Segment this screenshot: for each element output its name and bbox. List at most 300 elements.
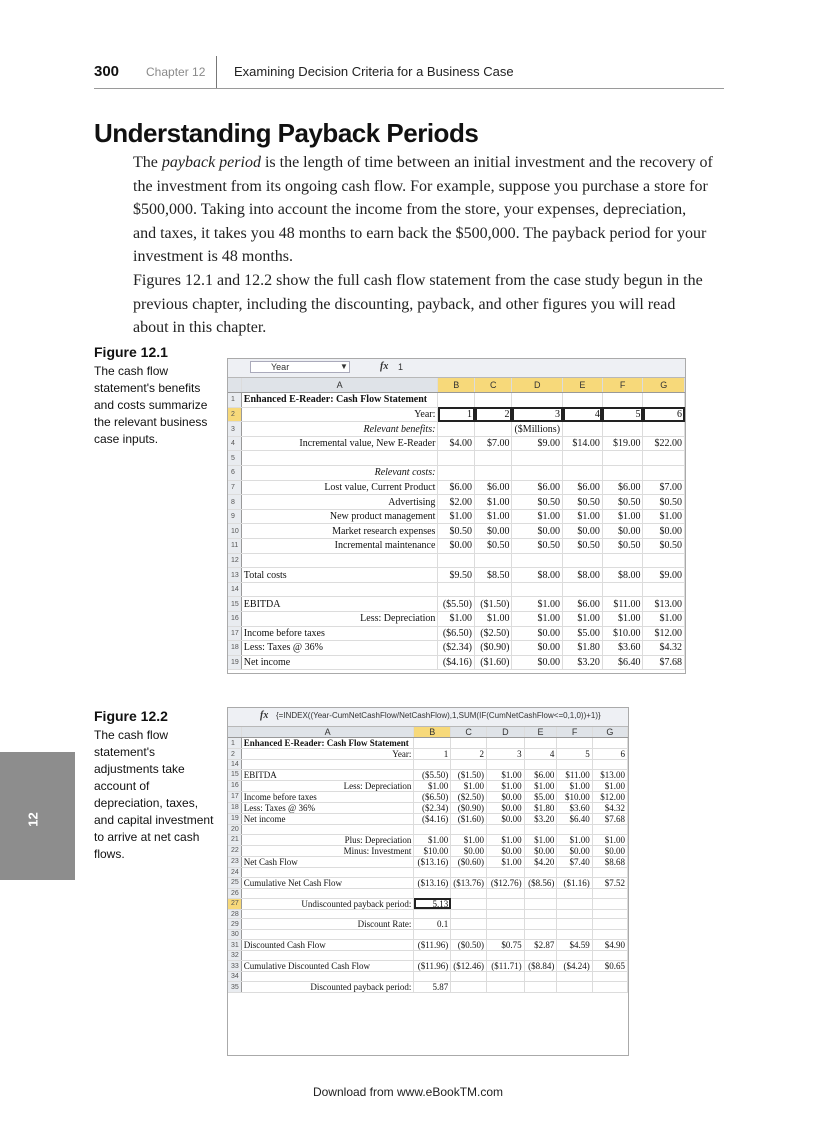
row-header[interactable]: 19	[228, 655, 241, 670]
cell-e17[interactable]: $5.00	[563, 626, 603, 641]
cell-f19[interactable]: $6.40	[557, 813, 592, 824]
cell-e1[interactable]	[524, 738, 557, 749]
cell-e32[interactable]	[524, 951, 557, 961]
cell-c8[interactable]: $1.00	[475, 495, 512, 510]
cell-f12[interactable]	[602, 553, 643, 568]
column-header-c[interactable]: C	[451, 727, 487, 738]
cell-d13[interactable]: $8.00	[512, 568, 563, 583]
cell-e20[interactable]	[524, 824, 557, 834]
cell-f2[interactable]: 5	[557, 749, 592, 760]
cell-f28[interactable]	[557, 909, 592, 919]
cell-b18[interactable]: ($2.34)	[438, 641, 475, 656]
cell-d14[interactable]	[512, 582, 563, 597]
row-header[interactable]: 29	[228, 919, 241, 930]
row-header[interactable]: 7	[228, 480, 241, 495]
row-header[interactable]: 17	[228, 791, 241, 802]
cell-f15[interactable]: $11.00	[557, 769, 592, 780]
column-header-d[interactable]: D	[486, 727, 524, 738]
cell-a28[interactable]	[241, 909, 414, 919]
row-header[interactable]: 17	[228, 626, 241, 641]
cell-b14[interactable]	[438, 582, 475, 597]
cell-c5[interactable]	[475, 451, 512, 466]
cell-g26[interactable]	[592, 888, 627, 898]
cell-e5[interactable]	[563, 451, 603, 466]
cell-c34[interactable]	[451, 972, 487, 982]
cell-f35[interactable]	[557, 982, 592, 993]
cell-d18[interactable]: $0.00	[486, 802, 524, 813]
cell-f25[interactable]: ($1.16)	[557, 877, 592, 888]
cell-c13[interactable]: $8.50	[475, 568, 512, 583]
cell-c27[interactable]	[451, 898, 487, 909]
row-header[interactable]: 20	[228, 824, 241, 834]
cell-c23[interactable]: ($0.60)	[451, 856, 487, 867]
cell-b30[interactable]	[414, 930, 451, 940]
cell-f2[interactable]: 5	[602, 407, 643, 422]
cell-b13[interactable]: $9.50	[438, 568, 475, 583]
cell-b4[interactable]: $4.00	[438, 436, 475, 451]
cell-b11[interactable]: $0.00	[438, 539, 475, 554]
cell-g33[interactable]: $0.65	[592, 961, 627, 972]
cell-a34[interactable]	[241, 972, 414, 982]
cell-a19[interactable]: Net income	[241, 813, 414, 824]
cell-g2[interactable]: 6	[592, 749, 627, 760]
formula-input[interactable]: {=INDEX((Year-CumNetCashFlow/NetCashFlow),1,SUM(IF(CumNetCashFlow<=0,1,0))+1)}	[276, 711, 601, 720]
cell-d6[interactable]	[512, 466, 563, 481]
select-all-corner[interactable]	[228, 378, 241, 393]
select-all-corner[interactable]	[228, 727, 241, 738]
cell-b31[interactable]: ($11.96)	[414, 940, 451, 951]
cell-f1[interactable]	[602, 393, 643, 408]
cell-a16[interactable]: Less: Depreciation	[241, 612, 438, 627]
row-header[interactable]: 27	[228, 898, 241, 909]
cell-e9[interactable]: $1.00	[563, 509, 603, 524]
cell-e13[interactable]: $8.00	[563, 568, 603, 583]
cell-g6[interactable]	[643, 466, 685, 481]
cell-a10[interactable]: Market research expenses	[241, 524, 438, 539]
cell-b6[interactable]	[438, 466, 475, 481]
cell-c32[interactable]	[451, 951, 487, 961]
cell-g16[interactable]: $1.00	[643, 612, 685, 627]
cell-a26[interactable]	[241, 888, 414, 898]
cell-f31[interactable]: $4.59	[557, 940, 592, 951]
cell-b5[interactable]	[438, 451, 475, 466]
cell-c2[interactable]: 2	[475, 407, 512, 422]
row-header[interactable]: 5	[228, 451, 241, 466]
cell-c2[interactable]: 2	[451, 749, 487, 760]
cell-c22[interactable]: $0.00	[451, 845, 487, 856]
row-header[interactable]: 1	[228, 738, 241, 749]
cell-b16[interactable]: $1.00	[438, 612, 475, 627]
cell-d35[interactable]	[486, 982, 524, 993]
cell-d16[interactable]: $1.00	[512, 612, 563, 627]
cell-e22[interactable]: $0.00	[524, 845, 557, 856]
cell-d17[interactable]: $0.00	[486, 791, 524, 802]
cell-g2[interactable]: 6	[643, 407, 685, 422]
cell-c18[interactable]: ($0.90)	[451, 802, 487, 813]
cell-e30[interactable]	[524, 930, 557, 940]
cell-d1[interactable]	[486, 738, 524, 749]
row-header[interactable]: 16	[228, 780, 241, 791]
cell-b10[interactable]: $0.50	[438, 524, 475, 539]
row-header[interactable]: 2	[228, 407, 241, 422]
cell-e16[interactable]: $1.00	[524, 780, 557, 791]
cell-c19[interactable]: ($1.60)	[475, 655, 512, 670]
cell-b21[interactable]: $1.00	[414, 834, 451, 845]
cell-a22[interactable]: Minus: Investment	[241, 845, 414, 856]
cell-c4[interactable]: $7.00	[475, 436, 512, 451]
cell-d19[interactable]: $0.00	[486, 813, 524, 824]
cell-c9[interactable]: $1.00	[475, 509, 512, 524]
cell-b8[interactable]: $2.00	[438, 495, 475, 510]
cell-g1[interactable]	[643, 393, 685, 408]
cell-g14[interactable]	[643, 582, 685, 597]
row-header[interactable]: 15	[228, 769, 241, 780]
cell-g9[interactable]: $1.00	[643, 509, 685, 524]
cell-a20[interactable]	[241, 824, 414, 834]
dropdown-arrow-icon[interactable]: ▼	[340, 362, 348, 371]
cell-a19[interactable]: Net income	[241, 655, 438, 670]
cell-c1[interactable]	[451, 738, 487, 749]
cell-g24[interactable]	[592, 867, 627, 877]
cell-a29[interactable]: Discount Rate:	[241, 919, 414, 930]
cell-a8[interactable]: Advertising	[241, 495, 438, 510]
cell-g20[interactable]	[592, 824, 627, 834]
cell-g11[interactable]: $0.50	[643, 539, 685, 554]
row-header[interactable]: 24	[228, 867, 241, 877]
cell-b22[interactable]: $10.00	[414, 845, 451, 856]
cell-d33[interactable]: ($11.71)	[486, 961, 524, 972]
cell-a6[interactable]: Relevant costs:	[241, 466, 438, 481]
cell-b7[interactable]: $6.00	[438, 480, 475, 495]
row-header[interactable]: 8	[228, 495, 241, 510]
column-header-b[interactable]: B	[414, 727, 451, 738]
cell-f7[interactable]: $6.00	[602, 480, 643, 495]
cell-e1[interactable]	[563, 393, 603, 408]
row-header[interactable]: 14	[228, 582, 241, 597]
cell-c29[interactable]	[451, 919, 487, 930]
cell-e6[interactable]	[563, 466, 603, 481]
cell-e25[interactable]: ($8.56)	[524, 877, 557, 888]
row-header[interactable]: 22	[228, 845, 241, 856]
cell-f18[interactable]: $3.60	[602, 641, 643, 656]
cell-d3[interactable]: ($Millions)	[512, 422, 563, 437]
cell-g5[interactable]	[643, 451, 685, 466]
cell-c31[interactable]: ($0.50)	[451, 940, 487, 951]
cell-c10[interactable]: $0.00	[475, 524, 512, 539]
cell-e21[interactable]: $1.00	[524, 834, 557, 845]
cell-c12[interactable]	[475, 553, 512, 568]
cell-d8[interactable]: $0.50	[512, 495, 563, 510]
column-header-e[interactable]: E	[524, 727, 557, 738]
cell-f20[interactable]	[557, 824, 592, 834]
cell-c17[interactable]: ($2.50)	[451, 791, 487, 802]
cell-b19[interactable]: ($4.16)	[438, 655, 475, 670]
cell-a15[interactable]: EBITDA	[241, 769, 414, 780]
cell-b29[interactable]: 0.1	[414, 919, 451, 930]
cell-g8[interactable]: $0.50	[643, 495, 685, 510]
cell-g15[interactable]: $13.00	[592, 769, 627, 780]
row-header[interactable]: 33	[228, 961, 241, 972]
cell-a1[interactable]: Enhanced E-Reader: Cash Flow Statement	[241, 738, 414, 749]
cell-e2[interactable]: 4	[524, 749, 557, 760]
cell-e19[interactable]: $3.20	[524, 813, 557, 824]
cell-d31[interactable]: $0.75	[486, 940, 524, 951]
cell-g32[interactable]	[592, 951, 627, 961]
cell-g4[interactable]: $22.00	[643, 436, 685, 451]
cell-f18[interactable]: $3.60	[557, 802, 592, 813]
cell-g17[interactable]: $12.00	[592, 791, 627, 802]
cell-g18[interactable]: $4.32	[592, 802, 627, 813]
cell-a21[interactable]: Plus: Depreciation	[241, 834, 414, 845]
cell-g23[interactable]: $8.68	[592, 856, 627, 867]
cell-g12[interactable]	[643, 553, 685, 568]
cell-g22[interactable]: $0.00	[592, 845, 627, 856]
cell-c1[interactable]	[475, 393, 512, 408]
cell-g25[interactable]: $7.52	[592, 877, 627, 888]
cell-b9[interactable]: $1.00	[438, 509, 475, 524]
row-header[interactable]: 6	[228, 466, 241, 481]
cell-f3[interactable]	[602, 422, 643, 437]
cell-d16[interactable]: $1.00	[486, 780, 524, 791]
cell-c15[interactable]: ($1.50)	[475, 597, 512, 612]
row-header[interactable]: 23	[228, 856, 241, 867]
row-header[interactable]: 1	[228, 393, 241, 408]
cell-d22[interactable]: $0.00	[486, 845, 524, 856]
cell-f10[interactable]: $0.00	[602, 524, 643, 539]
cell-c11[interactable]: $0.50	[475, 539, 512, 554]
cell-c25[interactable]: ($13.76)	[451, 877, 487, 888]
cell-g35[interactable]	[592, 982, 627, 993]
row-header[interactable]: 16	[228, 612, 241, 627]
row-header[interactable]: 11	[228, 539, 241, 554]
cell-a3[interactable]: Relevant benefits:	[241, 422, 438, 437]
cell-f19[interactable]: $6.40	[602, 655, 643, 670]
cell-e14[interactable]	[524, 760, 557, 770]
cell-d29[interactable]	[486, 919, 524, 930]
cell-e27[interactable]	[524, 898, 557, 909]
cell-c33[interactable]: ($12.46)	[451, 961, 487, 972]
cell-c6[interactable]	[475, 466, 512, 481]
cell-c21[interactable]: $1.00	[451, 834, 487, 845]
cell-c15[interactable]: ($1.50)	[451, 769, 487, 780]
cell-a32[interactable]	[241, 951, 414, 961]
cell-a25[interactable]: Cumulative Net Cash Flow	[241, 877, 414, 888]
cell-d1[interactable]	[512, 393, 563, 408]
cell-g29[interactable]	[592, 919, 627, 930]
cell-f17[interactable]: $10.00	[602, 626, 643, 641]
cell-d20[interactable]	[486, 824, 524, 834]
cell-a18[interactable]: Less: Taxes @ 36%	[241, 641, 438, 656]
cell-c19[interactable]: ($1.60)	[451, 813, 487, 824]
cell-a12[interactable]	[241, 553, 438, 568]
cell-b1[interactable]	[414, 738, 451, 749]
cell-f14[interactable]	[602, 582, 643, 597]
cell-f16[interactable]: $1.00	[557, 780, 592, 791]
cell-a15[interactable]: EBITDA	[241, 597, 438, 612]
cell-g30[interactable]	[592, 930, 627, 940]
cell-f22[interactable]: $0.00	[557, 845, 592, 856]
column-header-f[interactable]: F	[602, 378, 643, 393]
cell-e31[interactable]: $2.87	[524, 940, 557, 951]
cell-c14[interactable]	[451, 760, 487, 770]
cell-e33[interactable]: ($8.84)	[524, 961, 557, 972]
cell-g17[interactable]: $12.00	[643, 626, 685, 641]
cell-a11[interactable]: Incremental maintenance	[241, 539, 438, 554]
cell-a2[interactable]: Year:	[241, 749, 414, 760]
row-header[interactable]: 28	[228, 909, 241, 919]
cell-b26[interactable]	[414, 888, 451, 898]
cell-a13[interactable]: Total costs	[241, 568, 438, 583]
cell-f5[interactable]	[602, 451, 643, 466]
column-header-g[interactable]: G	[592, 727, 627, 738]
cell-d11[interactable]: $0.50	[512, 539, 563, 554]
cell-d15[interactable]: $1.00	[486, 769, 524, 780]
row-header[interactable]: 35	[228, 982, 241, 993]
cell-d2[interactable]: 3	[486, 749, 524, 760]
cell-b19[interactable]: ($4.16)	[414, 813, 451, 824]
cell-c20[interactable]	[451, 824, 487, 834]
row-header[interactable]: 30	[228, 930, 241, 940]
cell-g14[interactable]	[592, 760, 627, 770]
cell-d12[interactable]	[512, 553, 563, 568]
cell-c28[interactable]	[451, 909, 487, 919]
cell-e10[interactable]: $0.00	[563, 524, 603, 539]
cell-f15[interactable]: $11.00	[602, 597, 643, 612]
row-header[interactable]: 4	[228, 436, 241, 451]
cell-e3[interactable]	[563, 422, 603, 437]
cell-f23[interactable]: $7.40	[557, 856, 592, 867]
cell-c16[interactable]: $1.00	[475, 612, 512, 627]
cell-c16[interactable]: $1.00	[451, 780, 487, 791]
cell-b1[interactable]	[438, 393, 475, 408]
cell-a35[interactable]: Discounted payback period:	[241, 982, 414, 993]
cell-b17[interactable]: ($6.50)	[414, 791, 451, 802]
cell-d34[interactable]	[486, 972, 524, 982]
cell-d24[interactable]	[486, 867, 524, 877]
row-header[interactable]: 18	[228, 641, 241, 656]
row-header[interactable]: 32	[228, 951, 241, 961]
cell-b17[interactable]: ($6.50)	[438, 626, 475, 641]
cell-a24[interactable]	[241, 867, 414, 877]
row-header[interactable]: 31	[228, 940, 241, 951]
cell-b18[interactable]: ($2.34)	[414, 802, 451, 813]
cell-b14[interactable]	[414, 760, 451, 770]
cell-e18[interactable]: $1.80	[563, 641, 603, 656]
cell-d32[interactable]	[486, 951, 524, 961]
cell-f8[interactable]: $0.50	[602, 495, 643, 510]
cell-b16[interactable]: $1.00	[414, 780, 451, 791]
column-header-f[interactable]: F	[557, 727, 592, 738]
cell-d10[interactable]: $0.00	[512, 524, 563, 539]
fx-icon[interactable]: fx	[380, 361, 389, 372]
cell-f33[interactable]: ($4.24)	[557, 961, 592, 972]
cell-d14[interactable]	[486, 760, 524, 770]
cell-c3[interactable]	[475, 422, 512, 437]
row-header[interactable]: 2	[228, 749, 241, 760]
cell-e16[interactable]: $1.00	[563, 612, 603, 627]
cell-b27[interactable]: 5.13	[414, 898, 451, 909]
cell-e19[interactable]: $3.20	[563, 655, 603, 670]
cell-a30[interactable]	[241, 930, 414, 940]
cell-f29[interactable]	[557, 919, 592, 930]
cell-f11[interactable]: $0.50	[602, 539, 643, 554]
cell-a7[interactable]: Lost value, Current Product	[241, 480, 438, 495]
cell-b25[interactable]: ($13.16)	[414, 877, 451, 888]
cell-a2[interactable]: Year:	[241, 407, 438, 422]
cell-g19[interactable]: $7.68	[643, 655, 685, 670]
cell-f16[interactable]: $1.00	[602, 612, 643, 627]
row-header[interactable]: 18	[228, 802, 241, 813]
cell-e12[interactable]	[563, 553, 603, 568]
cell-b3[interactable]	[438, 422, 475, 437]
cell-f34[interactable]	[557, 972, 592, 982]
cell-b32[interactable]	[414, 951, 451, 961]
cell-a14[interactable]	[241, 760, 414, 770]
cell-e15[interactable]: $6.00	[524, 769, 557, 780]
cell-a17[interactable]: Income before taxes	[241, 791, 414, 802]
cell-f21[interactable]: $1.00	[557, 834, 592, 845]
cell-d5[interactable]	[512, 451, 563, 466]
cell-b20[interactable]	[414, 824, 451, 834]
cell-f13[interactable]: $8.00	[602, 568, 643, 583]
cell-b15[interactable]: ($5.50)	[414, 769, 451, 780]
cell-e34[interactable]	[524, 972, 557, 982]
cell-e17[interactable]: $5.00	[524, 791, 557, 802]
cell-f14[interactable]	[557, 760, 592, 770]
cell-c35[interactable]	[451, 982, 487, 993]
row-header[interactable]: 15	[228, 597, 241, 612]
cell-e8[interactable]: $0.50	[563, 495, 603, 510]
cell-a4[interactable]: Incremental value, New E-Reader	[241, 436, 438, 451]
cell-e35[interactable]	[524, 982, 557, 993]
column-header-a[interactable]: A	[241, 378, 438, 393]
cell-c7[interactable]: $6.00	[475, 480, 512, 495]
cell-f27[interactable]	[557, 898, 592, 909]
cell-c30[interactable]	[451, 930, 487, 940]
cell-d15[interactable]: $1.00	[512, 597, 563, 612]
row-header[interactable]: 3	[228, 422, 241, 437]
cell-c17[interactable]: ($2.50)	[475, 626, 512, 641]
cell-a27[interactable]: Undiscounted payback period:	[241, 898, 414, 909]
cell-f26[interactable]	[557, 888, 592, 898]
cell-a31[interactable]: Discounted Cash Flow	[241, 940, 414, 951]
cell-e28[interactable]	[524, 909, 557, 919]
cell-a14[interactable]	[241, 582, 438, 597]
cell-f4[interactable]: $19.00	[602, 436, 643, 451]
cell-a1[interactable]: Enhanced E-Reader: Cash Flow Statement	[241, 393, 438, 408]
cell-f30[interactable]	[557, 930, 592, 940]
cell-e4[interactable]: $14.00	[563, 436, 603, 451]
cell-d19[interactable]: $0.00	[512, 655, 563, 670]
cell-g18[interactable]: $4.32	[643, 641, 685, 656]
cell-d17[interactable]: $0.00	[512, 626, 563, 641]
cell-f6[interactable]	[602, 466, 643, 481]
row-header[interactable]: 25	[228, 877, 241, 888]
cell-f1[interactable]	[557, 738, 592, 749]
cell-e15[interactable]: $6.00	[563, 597, 603, 612]
cell-a5[interactable]	[241, 451, 438, 466]
cell-d25[interactable]: ($12.76)	[486, 877, 524, 888]
cell-e23[interactable]: $4.20	[524, 856, 557, 867]
cell-a23[interactable]: Net Cash Flow	[241, 856, 414, 867]
cell-g19[interactable]: $7.68	[592, 813, 627, 824]
cell-g15[interactable]: $13.00	[643, 597, 685, 612]
cell-c24[interactable]	[451, 867, 487, 877]
cell-b33[interactable]: ($11.96)	[414, 961, 451, 972]
column-header-e[interactable]: E	[563, 378, 603, 393]
cell-g34[interactable]	[592, 972, 627, 982]
cell-e24[interactable]	[524, 867, 557, 877]
